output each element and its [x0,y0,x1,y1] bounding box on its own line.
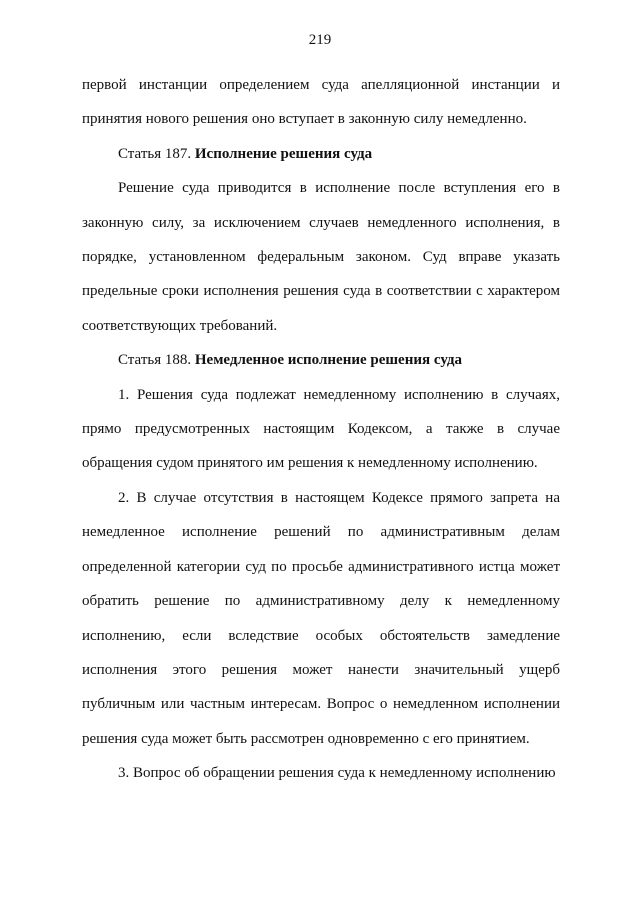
article-label: Статья 187. [118,145,192,162]
article-187-paragraph: Решение суда приводится в исполнение после вступления его в законную силу, за исключением случаев немедленного исполнения, в порядке, установленном федеральным законом. Суд вправе указать предельные сроки исполнения решения суда в соответствии с характером соответствующих требований. [82,180,560,334]
article-188-paragraph-1: 1. Решения суда подлежат немедленному исполнению в случаях, прямо предусмотренных настоящим Кодексом, а также в случае обращения судом принятого им решения к немедленному исполнению. [82,386,560,472]
paragraph-continuation: первой инстанции определением суда апелляционной инстанции и принятия нового решения оно вступает в законную силу немедленно. [82,77,560,128]
article-title: Немедленное исполнение решения суда [194,352,462,369]
article-heading-187 [82,137,560,171]
page-number: 219 [308,32,332,48]
article-label: Статья 188. [118,352,192,369]
article-188-paragraph-2: 2. В случае отсутствия в настоящем Кодексе прямого запрета на немедленное исполнение решений по административным делам определенной категории суд по просьбе административного истца может обратить решение по административному делу к немедленному исполнению, если вследствие особых обстоятельств замедление исполнения этого решения может нанести значительный ущерб публичным или частным интересам. Вопрос о немедленном исполнении решения суда может быть рассмотрен одновременно с его принятием. [82,489,560,747]
article-title: Исполнение решения суда [194,145,373,162]
document-body [82,68,560,791]
article-heading-188 [82,343,560,377]
article-188-paragraph-3: 3. Вопрос об обращении решения суда к немедленному исполнению [118,765,556,782]
